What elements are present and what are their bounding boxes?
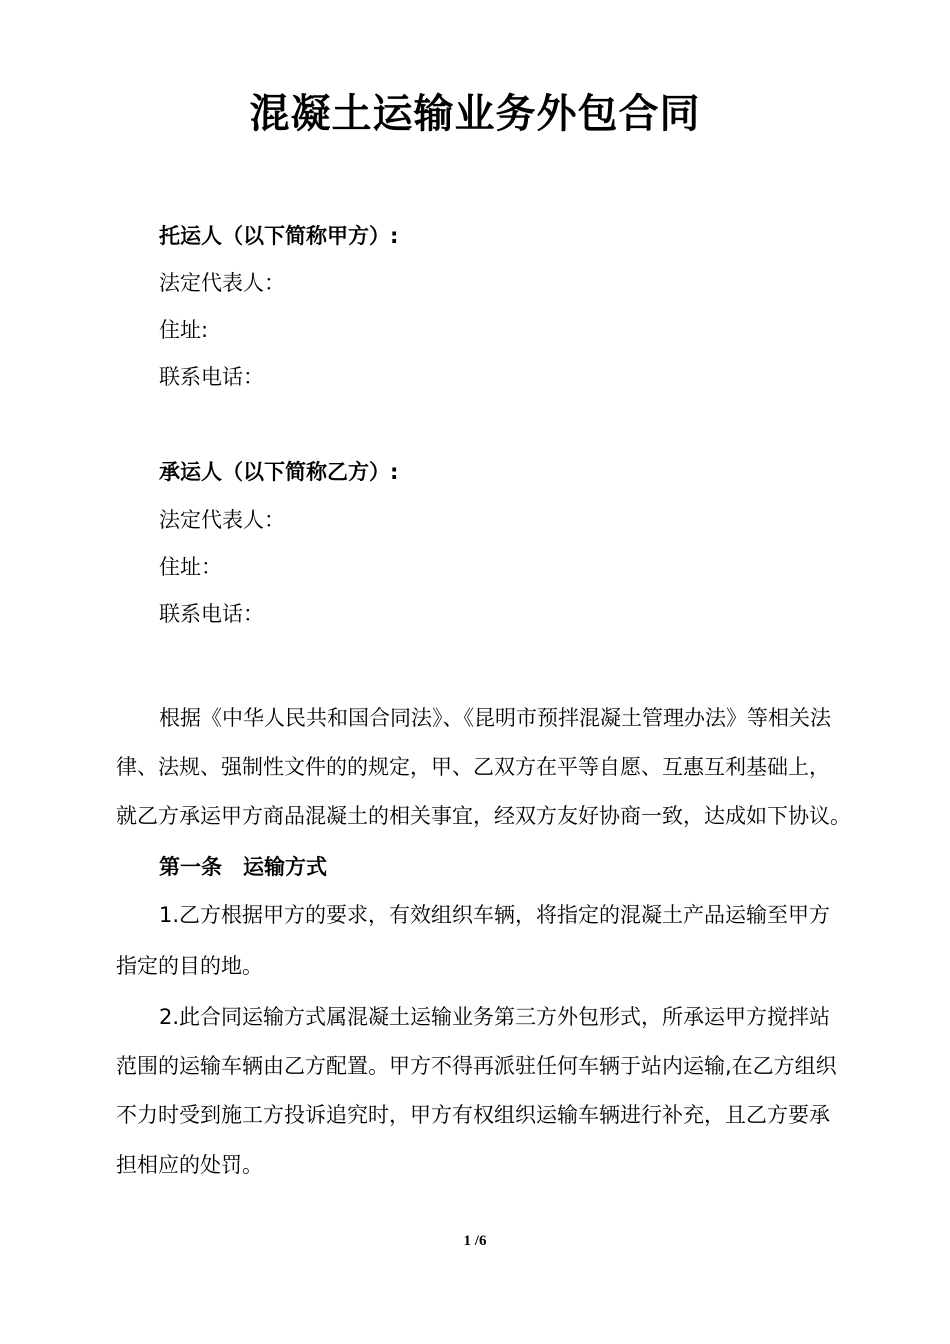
article-1-item-2-line: 范围的运输车辆由乙方配置。甲方不得再派驻任何车辆于站内运输,在乙方组织 [116,1054,837,1078]
party-b-representative: 法定代表人： [159,508,285,532]
preamble-line: 就乙方承运甲方商品混凝土的相关事宜，经双方友好协商一致，达成如下协议。 [116,804,851,828]
article-1-item-2-line: 不力时受到施工方投诉追究时，甲方有权组织运输车辆进行补充，且乙方要承 [116,1103,830,1127]
party-a-representative: 法定代表人： [159,271,285,295]
party-b-heading: 承运人（以下简称乙方）: [159,460,399,484]
preamble-line: 根据《中华人民共和国合同法》、《昆明市预拌混凝土管理办法》等相关法 [159,706,831,730]
preamble-line: 律、法规、强制性文件的的规定，甲、乙双方在平等自愿、互惠互利基础上， [116,755,830,779]
article-1-item-2-line: 担相应的处罚。 [116,1153,263,1177]
article-1-item-1-line: 1.乙方根据甲方的要求，有效组织车辆，将指定的混凝土产品运输至甲方 [159,903,831,927]
party-a-heading: 托运人（以下简称甲方）: [159,224,399,248]
article-1-item-2-line: 2.此合同运输方式属混凝土运输业务第三方外包形式，所承运甲方搅拌站 [159,1005,831,1029]
page-number: 1 /6 [463,1233,487,1249]
contract-title: 混凝土运输业务外包合同 [249,91,701,137]
party-b-address: 住址： [159,555,222,579]
party-a-address: 住址: [159,318,209,342]
article-1-item-1-line: 指定的目的地。 [116,954,263,978]
party-b-phone: 联系电话： [159,602,264,626]
article-1-heading: 第一条 运输方式 [159,855,327,879]
party-a-phone: 联系电话： [159,365,264,389]
